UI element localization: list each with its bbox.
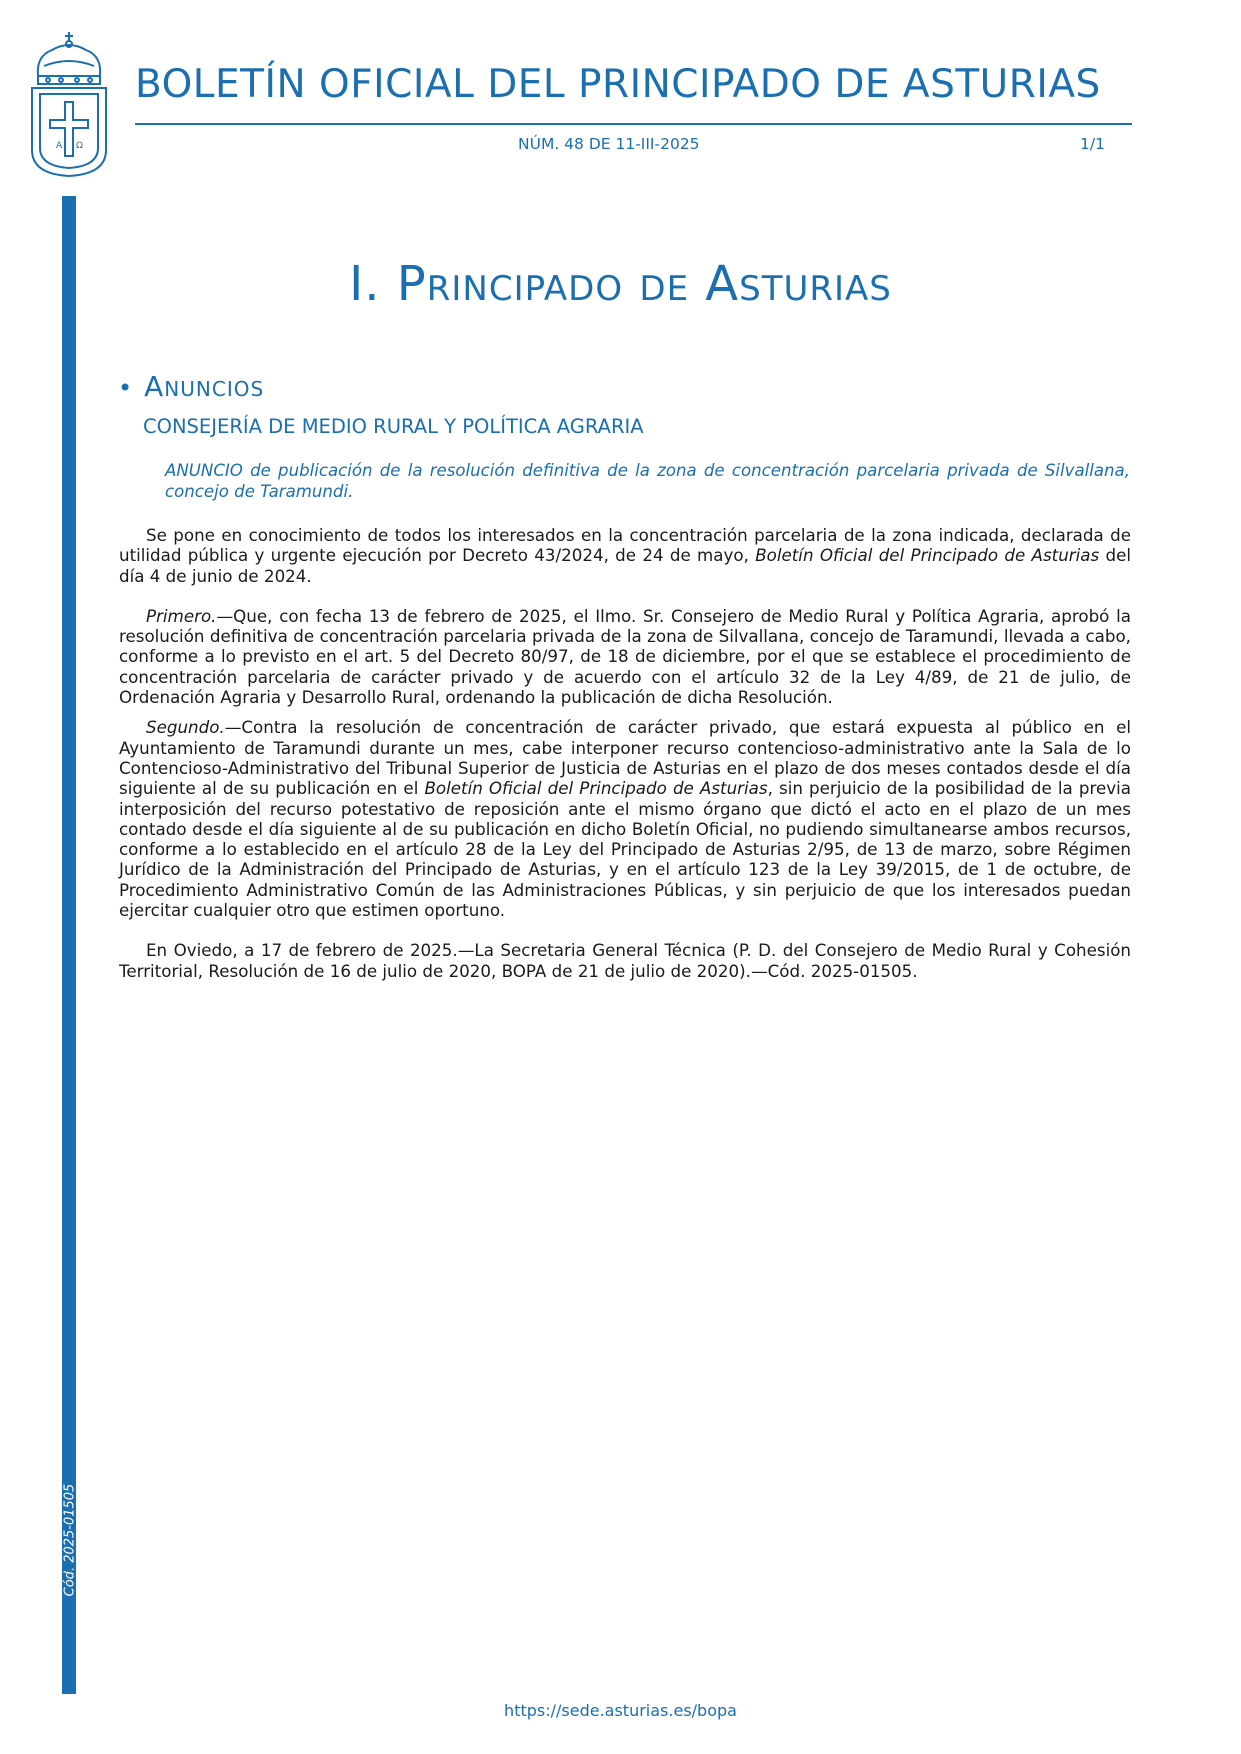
category-label: Anuncios xyxy=(144,370,265,403)
page-number: 1/1 xyxy=(1080,135,1105,153)
side-bar xyxy=(62,196,76,1694)
document-body xyxy=(119,525,1131,1001)
paragraph-text: del día 4 de junio de 2024. xyxy=(119,545,1131,586)
paragraph-intro xyxy=(119,525,1131,586)
bulletin-title: BOLETÍN OFICIAL DEL PRINCIPADO DE ASTURIAS xyxy=(135,62,1101,107)
svg-text:Ω: Ω xyxy=(76,141,83,151)
announcement-summary: ANUNCIO de publicación de la resolución definitiva de la zona de concentración parcelaria privada de Silvallana, concejo de Taramundi. xyxy=(165,461,1130,501)
header-divider xyxy=(135,123,1132,125)
paragraph-text: —Que, con fecha 13 de febrero de 2025, el Ilmo. Sr. Consejero de Medio Rural y Política Agraria, aprobó la resolución definitiva de concentración parcelaria privada de la zona de Silvallana, concejo de Taramundi, llevada a cabo, conforme a lo previsto en el art. 5 del Decreto 80/97, de 18 de diciembre, por el que se establece el procedimiento de concentración parcelaria de carácter privado y de acuerdo con el artículo 32 de la Ley 4/89, de 21 de julio, de Ordenación Agraria y Desarrollo Rural, ordenando la publicación de dicha Resolución. xyxy=(119,605,1131,708)
bullet-icon: • xyxy=(118,374,133,402)
category-heading xyxy=(118,370,264,403)
footer-url-link[interactable]: https://sede.asturias.es/bopa xyxy=(504,1701,737,1720)
gazette-name: Boletín Oficial del Principado de Asturias xyxy=(424,778,768,799)
section-title: I. Principado de Asturias xyxy=(349,256,892,312)
gazette-name: Boletín Oficial del Principado de Asturias xyxy=(755,545,1100,566)
side-document-code: Cód. 2025-01505 xyxy=(62,1483,78,1597)
department-name: CONSEJERÍA DE MEDIO RURAL Y POLÍTICA AGRARIA xyxy=(143,415,644,438)
svg-text:A: A xyxy=(56,141,63,151)
paragraph-segundo xyxy=(119,717,1131,920)
paragraph-text: Se pone en conocimiento de todos los interesados en la concentración parcelaria de la zona indicada, declarada de utilidad pública y urgente ejecución por Decreto 43/2024, de 24 de mayo, xyxy=(119,525,1131,566)
paragraph-text: , sin perjuicio de la posibilidad de la previa interposición del recurso potestativo de reposición ante el mismo órgano que dictó el acto en el plazo de un mes contado desde el día siguiente al de su publicación en dicho Boletín Oficial, no pudiendo simultanearse ambos recursos, conforme a lo establecido en el artículo 28 de la Ley del Principado de Asturias 2/95, de 13 de marzo, sobre Régimen Jurídico de la Administración del Principado de Asturias, y en el artículo 123 de la Ley 39/2015, de 1 de octubre, de Procedimiento Administrativo Común de las Administraciones Públicas, y sin perjuicio de que los interesados puedan ejercitar cualquier otro que estimen oportuno. xyxy=(119,778,1131,921)
asturias-crest-icon xyxy=(28,28,110,178)
paragraph-primero xyxy=(119,606,1131,707)
paragraph-signature: En Oviedo, a 17 de febrero de 2025.—La Secretaria General Técnica (P. D. del Consejero de Medio Rural y Cohesión Territorial, Resolución de 16 de julio de 2020, BOPA de 21 de julio de 2020).—Cód. 2025-01505. xyxy=(119,940,1131,981)
paragraph-label: Segundo. xyxy=(146,717,225,738)
issue-number: NÚM. 48 DE 11-III-2025 xyxy=(518,135,700,153)
paragraph-label: Primero. xyxy=(146,605,217,626)
paragraph-text: —Contra la resolución de concentración de carácter privado, que estará expuesta al público en el Ayuntamiento de Taramundi durante un mes, cabe interponer recurso contencioso-administrativo ante la Sala de lo Contencioso-Administrativo del Tribunal Superior de Justicia de Asturias en el plazo de dos meses contados desde el día siguiente al de su publicación en el xyxy=(119,717,1131,799)
